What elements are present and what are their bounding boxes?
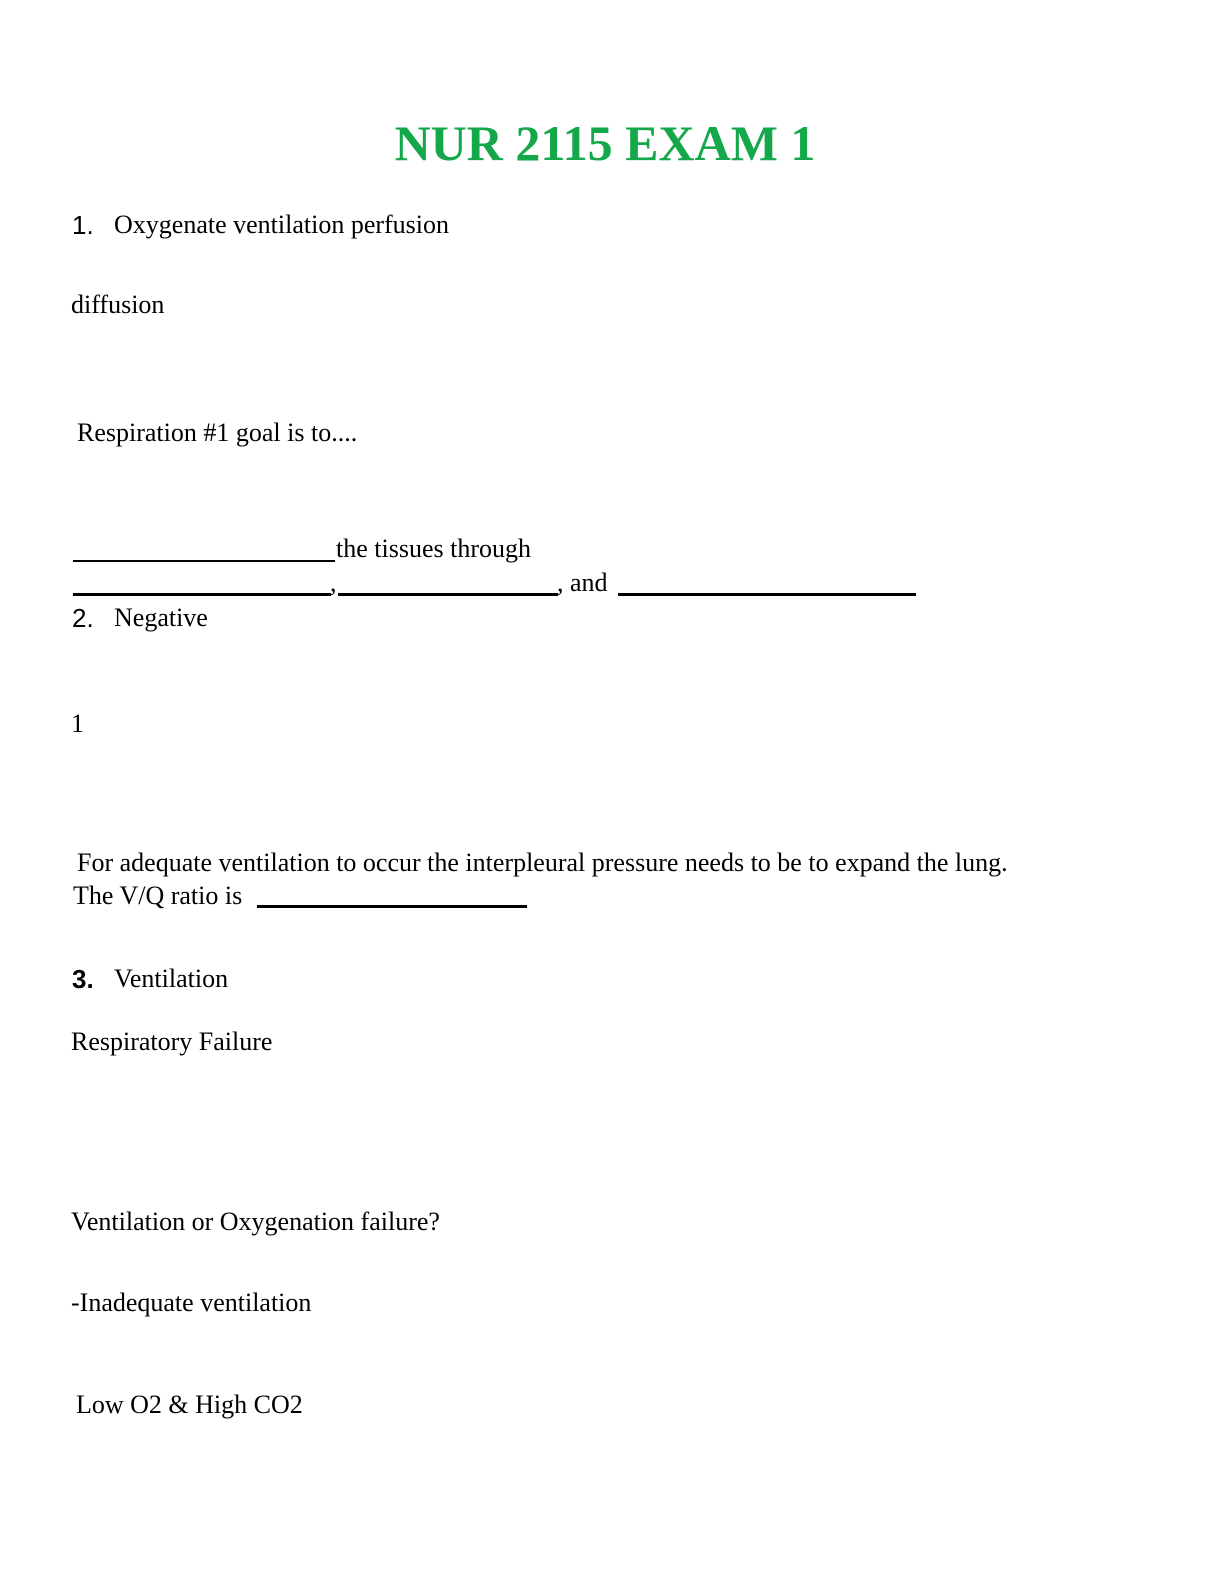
question-3-question: Ventilation or Oxygenation failure? [71, 1207, 440, 1236]
question-2-prompt: Negative [114, 603, 208, 632]
fill-comma-separator: , [330, 568, 337, 597]
question-3-point: -Inadequate ventilation [71, 1288, 312, 1317]
question-3-finding: Low O2 & High CO2 [76, 1390, 303, 1419]
fill-and-separator: , and [557, 568, 608, 597]
question-3-number: 3. [72, 964, 94, 994]
fill-line-1-text: the tissues through [336, 534, 531, 563]
page-title: NUR 2115 EXAM 1 [394, 115, 816, 171]
fill-blank-2[interactable] [73, 593, 331, 596]
question-2-statement: For adequate ventilation to occur the interpleural pressure needs to be to expand the lung. [77, 848, 1008, 877]
question-1-prompt: Oxygenate ventilation perfusion [114, 210, 450, 239]
fill-blank-1[interactable] [73, 560, 335, 562]
question-2-number: 2. [72, 603, 94, 633]
fill-blank-3[interactable] [338, 593, 558, 596]
question-3-prompt: Ventilation [114, 964, 229, 993]
question-3-topic: Respiratory Failure [71, 1027, 273, 1056]
fill-blank-4[interactable] [618, 593, 916, 596]
question-2-value: 1 [71, 709, 84, 738]
vq-ratio-blank[interactable] [257, 905, 527, 908]
question-1-statement: Respiration #1 goal is to.... [77, 418, 358, 447]
question-1-number: 1. [72, 210, 94, 240]
question-1-term: diffusion [71, 290, 165, 319]
vq-ratio-label: The V/Q ratio is [73, 881, 243, 910]
